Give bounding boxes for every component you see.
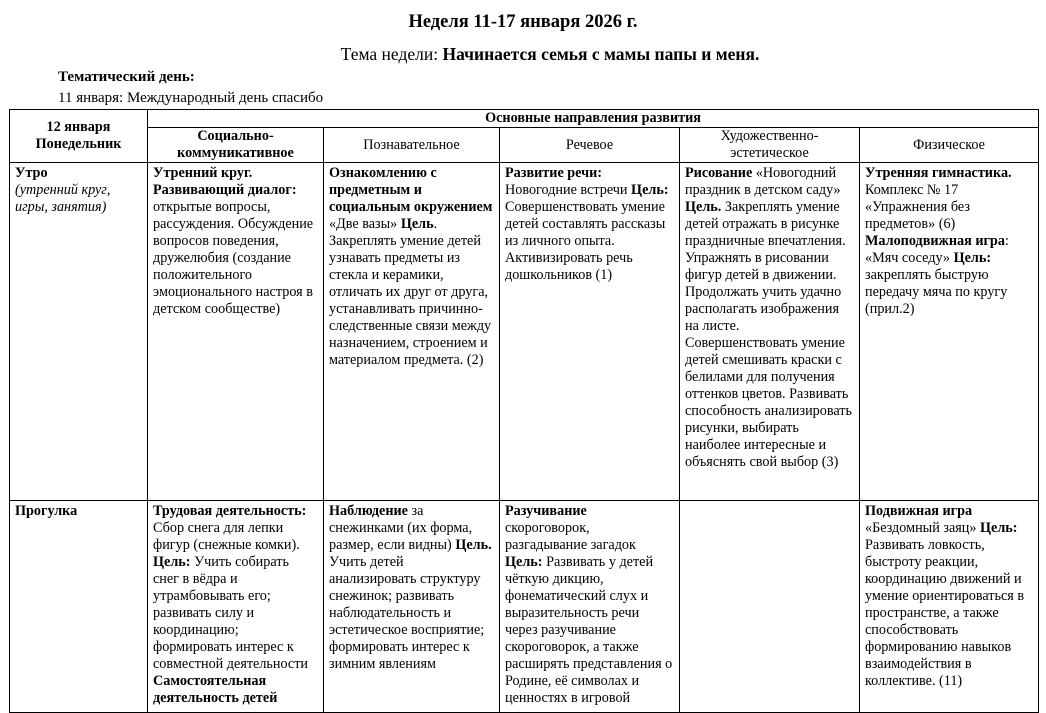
walk-label: Прогулка [15, 503, 78, 519]
morning-speech-title1: Развитие речи: [505, 165, 603, 181]
walk-social-text1: Сбор снега для лепки фигур (снежные комки). [153, 520, 300, 553]
cell-walk-art [680, 501, 860, 713]
morning-social-title2: Развивающий диалог: [153, 182, 297, 198]
morning-social-title1: Утренний круг. [153, 165, 253, 181]
walk-cognitive-title2: Цель. [455, 537, 492, 553]
corner-day: Понедельник [35, 136, 122, 152]
page-title: Неделя 11-17 января 2026 г. [408, 12, 638, 32]
morning-physical-text2: : «Мяч соседу» [865, 233, 1009, 266]
row-label-walk [10, 501, 148, 713]
column-header-speech: Речевое [500, 128, 680, 163]
morning-cognitive-title2: Цель [400, 216, 434, 232]
walk-physical-text2: Развивать ловкость, быстроту реакции, координацию движений и умение ориентироваться в пространстве, а также способствовать формированию навыков взаимодействия в коллективе. (11) [865, 537, 1025, 689]
corner-cell [10, 110, 148, 163]
morning-physical-title3: Цель: [953, 250, 992, 266]
walk-cognitive-text1: за снежинками (их форма, размер, если видны) [329, 503, 473, 553]
cell-morning-speech [500, 163, 680, 501]
plan-table [9, 109, 1039, 713]
morning-physical-text3: закреплять быструю передачу мяча по кругу (прил.2) [865, 267, 1008, 317]
morning-speech-text1: Новогодние встречи [505, 182, 632, 198]
walk-speech-title1: Разучивание [505, 503, 587, 519]
morning-cognitive-text1: «Две вазы» [329, 216, 401, 232]
corner-date: 12 января [46, 119, 111, 135]
morning-social-text: открытые вопросы, рассуждения. Обсуждение вопросов поведения, дружелюбия (создание положительного эмоционального настроя в детском сообществе) [153, 199, 314, 317]
table-row-morning [10, 163, 1039, 501]
morning-cognitive-title1: Ознакомлению с предметным и социальным окружением [329, 165, 493, 215]
walk-physical-title1: Подвижная игра [865, 503, 973, 519]
morning-art-title2: Цель. [685, 199, 722, 215]
walk-social-title3: Самостоятельная деятельность детей [153, 673, 278, 706]
cell-morning-art [680, 163, 860, 501]
week-theme-prefix: Тема недели: [340, 44, 443, 64]
column-header-physical: Физическое [860, 128, 1039, 163]
morning-physical-title1: Утренняя гимнастика. [865, 165, 1012, 181]
walk-cognitive-title1: Наблюдение [329, 503, 408, 519]
morning-cognitive-text2: . Закреплять умение детей узнавать предметы из стекла и керамики, отличать их друг от друга, устанавливать причинно-следственные связи между назначением, строением и материалом предмета. (2) [329, 216, 492, 368]
walk-cognitive-text2: Учить детей анализировать структуру снежинок; развивать наблюдательность и эстетическое восприятие; формировать интерес к зимним явлениям [329, 554, 485, 672]
cell-walk-cognitive [324, 501, 500, 713]
morning-art-title1: Рисование [685, 165, 753, 181]
cell-morning-cognitive [324, 163, 500, 501]
morning-speech-title2: Цель: [631, 182, 669, 198]
morning-art-text2: Закреплять умение детей отражать в рисунке праздничные впечатления. Упражнять в рисовании фигур детей в движении. Продолжать учить удачно располагать изображения на листе. Совершенствовать умение детей смешивать краски с белилами для получения оттенков цветов. Развивать способность анализировать рисунки, выбирать наиболее интересные и объяснять свой выбор (3) [685, 199, 852, 470]
walk-social-text2: Учить собирать снег в вёдра и утрамбовывать его; развивать силу и координацию; формировать интерес к совместной деятельности [153, 554, 309, 672]
cell-morning-social [148, 163, 324, 501]
week-theme [0, 44, 1046, 65]
row-label-morning [10, 163, 148, 501]
cell-walk-physical [860, 501, 1039, 713]
column-header-social: Социально-коммуникативное [148, 128, 324, 163]
walk-physical-text1: «Бездомный заяц» [865, 520, 981, 536]
table-row-walk [10, 501, 1039, 713]
week-theme-value: Начинается семья с мамы папы и меня. [442, 44, 760, 64]
thematic-day-value: 11 января: Международный день спасибо [58, 90, 324, 106]
cell-walk-speech [500, 501, 680, 713]
morning-physical-title2: Малоподвижная игра [865, 233, 1005, 249]
column-header-art: Художественно-эстетическое [680, 128, 860, 163]
walk-speech-title2: Цель: [505, 554, 543, 570]
walk-social-title2: Цель: [153, 554, 191, 570]
cell-walk-social [148, 501, 324, 713]
walk-social-title1: Трудовая деятельность: [153, 503, 307, 519]
walk-speech-text1: скороговорок, разгадывание загадок [505, 520, 636, 553]
morning-label: Утро [15, 165, 48, 181]
walk-speech-text2: Развивать у детей чёткую дикцию, фонематический слух и выразительность речи через разучивание скороговорок, а также расширять представления о Родине, её символах и ценностях в игровой [505, 554, 673, 706]
column-header-cognitive: Познавательное [324, 128, 500, 163]
morning-art-text1: «Новогодний праздник в детском саду» [685, 165, 841, 198]
group-header: Основные направления развития [148, 110, 1039, 128]
cell-morning-physical [860, 163, 1039, 501]
morning-physical-text1: Комплекс № 17 «Упражнения без предметов» (6) [865, 182, 970, 232]
thematic-day-label: Тематический день: [58, 69, 195, 85]
walk-physical-title2: Цель: [980, 520, 1018, 536]
morning-speech-text2: Совершенствовать умение детей составлять рассказы из личного опыта. Активизировать речь дошкольников (1) [505, 199, 666, 283]
morning-sublabel: (утренний круг, игры, занятия) [15, 182, 111, 215]
